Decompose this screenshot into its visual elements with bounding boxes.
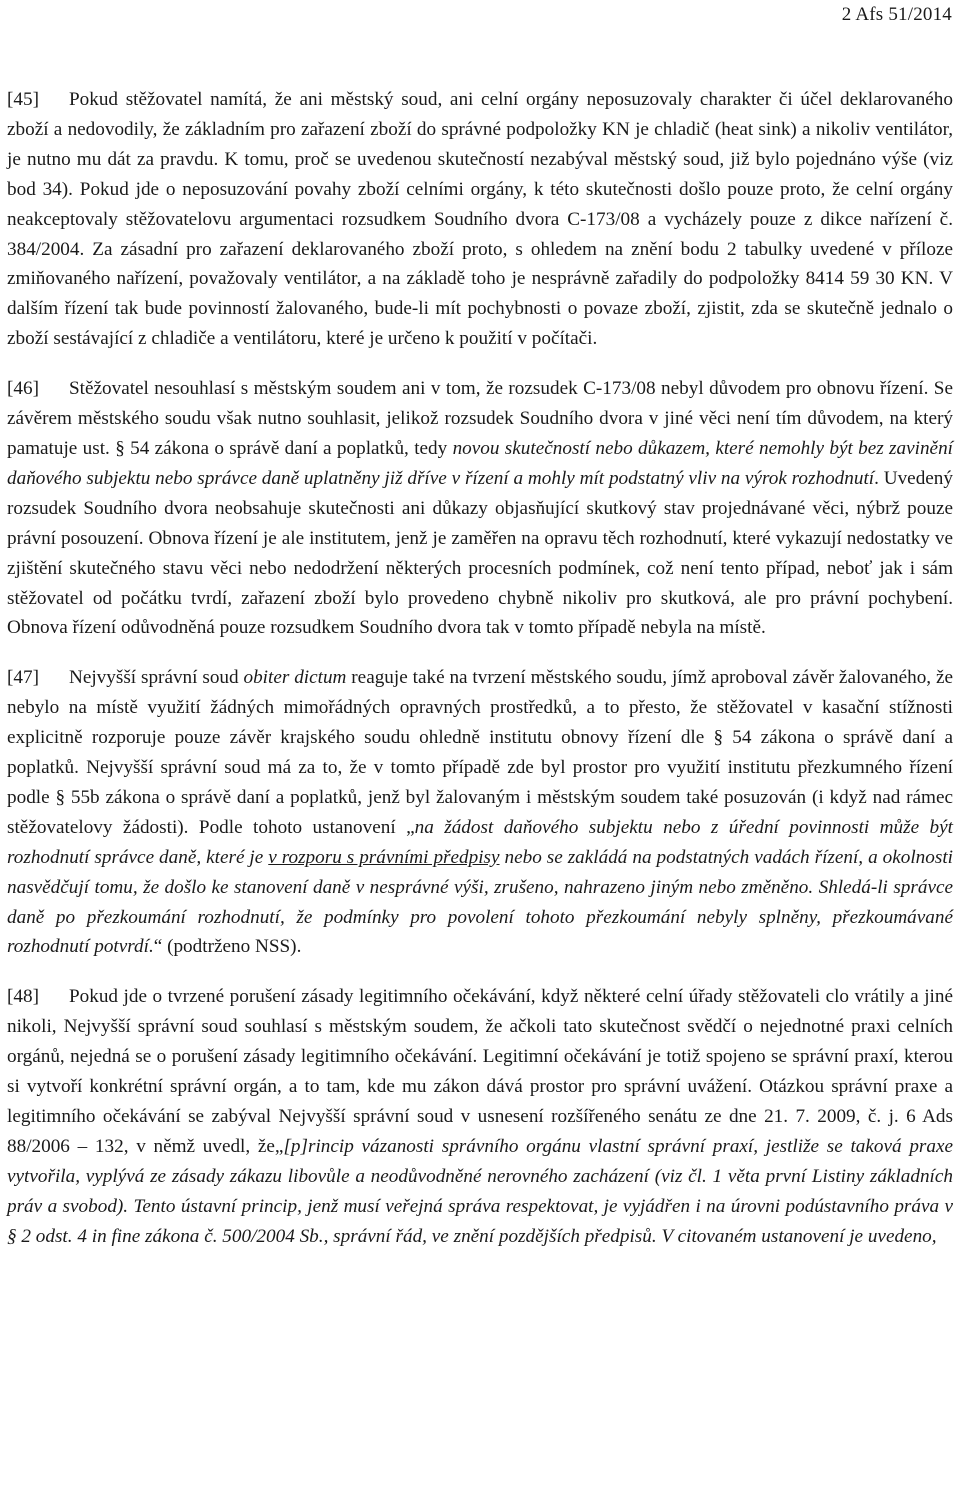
- paragraph-text-segment: Nejvyšší správní soud: [68, 667, 244, 689]
- paragraph-text-segment: novou skutečností nebo důkazem, které nemohly být bez zavinění daňového subjektu nebo správce daně uplatněny již dříve v řízení a mohly mít podstatný vliv na výrok rozhodnutí: [7, 437, 953, 489]
- paragraph: [7, 663, 953, 962]
- paragraph: [7, 374, 953, 643]
- paragraph-number: [45]: [7, 89, 39, 110]
- paragraph-text-segment: obiter dictum: [243, 667, 347, 689]
- paragraph-text-segment: na žádost daňového subjektu nebo z úřední povinnosti může být rozhodnutí správce daně, které je: [7, 816, 953, 868]
- paragraph-text-segment: [p]rincip vázanosti správního orgánu vlastní správní praxí, jestliže se taková praxe vytvořila, vyplývá ze zásady zákazu libovůle a neodůvodněné nerovného zacházení (viz čl. 1 věta první Listiny základních práv a svobod). Tento ústavní princip, jenž musí veřejná správa respektovat, je vyjádřen i na úrovni podústavního práva v § 2 odst. 4 in fine zákona č. 500/2004 Sb., správní řád, ve znění pozdějších předpisů. V citovaném ustanovení je uvedeno,: [7, 1135, 954, 1247]
- paragraph-text-segment: “ (podtrženo NSS).: [153, 936, 302, 958]
- paragraph: [7, 85, 953, 354]
- paragraph-text-segment: Pokud stěžovatel namítá, že ani městský soud, ani celní orgány neposuzovaly charakter či účel deklarovaného zboží a nedovodily, že základním pro zařazení zboží do správné podpoložky KN je chladič (heat sink) a nikoliv ventilátor, je nutno mu dát za pravdu. K tomu, proč se uvedenou skutečností nezabýval městský soud, již bylo pojednáno výše (viz bod 34). Pokud jde o neposuzování povahy zboží celními orgány, k této skutečnosti došlo pouze proto, že celní orgány neakceptovaly stěžovatelovu argumentaci rozsudkem Soudního dvora C-173/08 a vycházely pouze z dikce nařízení č. 384/2004. Za zásadní pro zařazení deklarovaného zboží proto, s ohledem na znění bodu 2 tabulky uvedené v příloze zmiňovaného nařízení, považovaly ventilátor, a na základě toho je nesprávně zařadily do podpoložky 8414 59 30 KN. V dalším řízení tak bude povinností žalovaného, bude-li mít pochybnosti o povaze zboží, zjistit, zda se skutečně jednalo o zboží sestávající z chladiče a ventilátoru, které je určeno k použití v počítači.: [7, 89, 953, 350]
- paragraph: [7, 982, 953, 1251]
- paragraph-text-segment: Pokud jde o tvrzené porušení zásady legitimního očekávání, když některé celní úřady stěžovateli clo vrátily a jiné nikoli, Nejvyšší správní soud souhlasí s městským soudem, že ačkoli tato skutečnost svědčí o nejednotné praxi celních orgánů, nejedná se o porušení zásady legitimního očekávání. Legitimní očekávání je totiž spojeno se správní praxí, kterou si vytvoří konkrétní správní orgán, a to tam, kde mu zákon dává prostor pro správní uvážení. Otázkou správní praxe a legitimního očekávání se zabýval Nejvyšší správní soud v usnesení rozšířeného senátu ze dne 21. 7. 2009, č. j. 6 Ads 88/2006 – 132, v němž uvedl, že„: [7, 986, 953, 1157]
- paragraph-number: [48]: [7, 986, 39, 1008]
- paragraph-text-segment: nebo se zakládá na podstatných vadách řízení, a okolnosti nasvědčují tomu, že došlo ke stanovení daně v nesprávné výši, zrušeno, nahrazeno jiným nebo změněno. Shledá-li správce daně po přezkoumání rozhodnutí, že podmínky pro povolení tohoto přezkoumání nebyly splněny, přezkoumávané rozhodnutí potvrdí.: [7, 846, 953, 958]
- paragraph-text-segment: . Uvedený rozsudek Soudního dvora neobsahuje skutečnosti ani důkazy objasňující skutkový stav projednávané věci, nýbrž pouze právní posouzení. Obnova řízení je ale institutem, jenž je zaměřen na opravu těch rozhodnutí, které vykazují nedostatky ve zjištění skutečného stavu věci nebo nedodržení některých procesních podmínek, což není tento případ, neboť jak i sám stěžovatel od počátku tvrdí, zařazení zboží bylo provedeno chybně nikoliv pro skutková, ale pro právní pochybení. Obnova řízení odůvodněná pouze rozsudkem Soudního dvora tak v tomto případě nebyla na místě.: [7, 467, 953, 639]
- paragraph-number: [46]: [7, 378, 39, 400]
- document-body: [7, 85, 953, 1272]
- paragraph-text-segment: reaguje také na tvrzení městského soudu, jímž aproboval závěr žalovaného, že nebylo na místě využití žádných mimořádných opravných prostředků, a to přesto, že stěžovatel v kasační stížnosti explicitně rozporuje pouze závěr krajského soudu ohledně institutu obnovy řízení dle § 54 zákona o správě daní a poplatků. Nejvyšší správní soud má za to, že v tomto případě zde byl prostor pro využití institutu přezkumného řízení podle § 55b zákona o správě daní a poplatků, jenž byl žalovaným i městským soudem také posuzován (i když nad rámec stěžovatelovy žádosti). Podle tohoto ustanovení „: [7, 667, 954, 838]
- paragraph-number: [47]: [7, 667, 39, 689]
- page-header-case-number: 2 Afs 51/2014: [841, 4, 952, 25]
- paragraph-text-segment: Stěžovatel nesouhlasí s městským soudem ani v tom, že rozsudek C-173/08 nebyl důvodem pro obnovu řízení. Se závěrem městského soudu však nutno souhlasit, jelikož rozsudek Soudního dvora v jiné věci není tím důvodem, na který pamatuje ust. § 54 zákona o správě daní a poplatků, tedy: [7, 378, 953, 459]
- paragraph-text-segment: v rozporu s právními předpisy: [268, 846, 500, 868]
